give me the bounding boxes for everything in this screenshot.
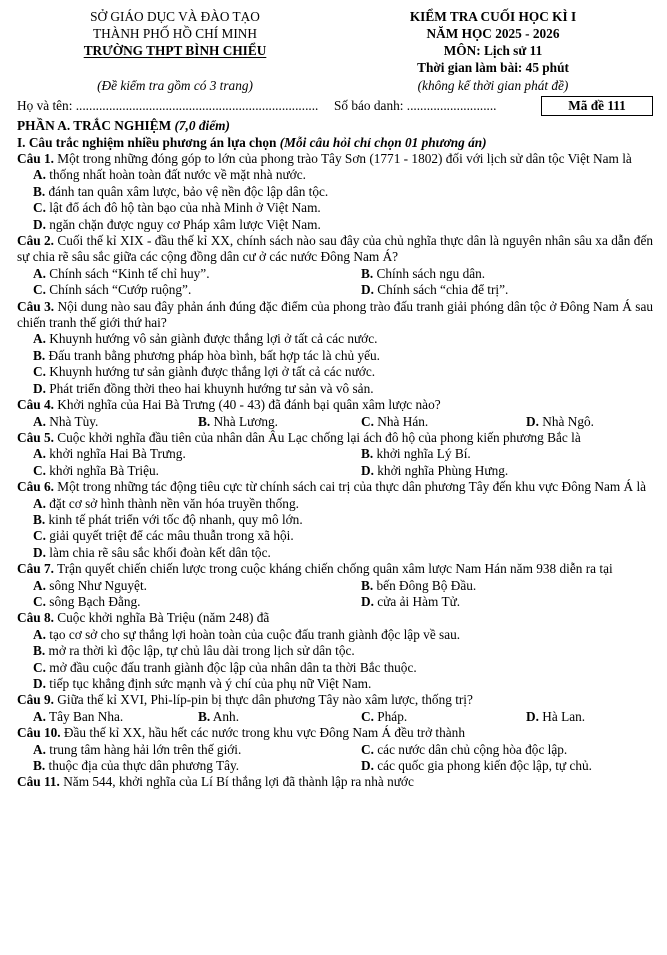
answer-option[interactable]	[361, 594, 460, 610]
option-text: thuộc địa của thực dân phương Tây.	[48, 758, 240, 774]
exam-header	[17, 8, 653, 76]
city-name: THÀNH PHỐ HỒ CHÍ MINH	[93, 26, 257, 41]
question-7	[17, 561, 653, 577]
option-text: Đấu tranh bằng phương pháp hòa bình, bất hợp tác là chủ yếu.	[48, 347, 380, 363]
answer-option[interactable]	[361, 578, 476, 594]
answer-option[interactable]	[17, 167, 653, 183]
part-a-points: (7,0 điểm)	[174, 118, 230, 133]
question-3	[17, 299, 653, 332]
question-text: Đầu thế kỉ XX, hầu hết các nước trong khu vực Đông Nam Á đều trở thành	[63, 725, 465, 741]
option-letter: C.	[361, 741, 374, 757]
answer-option[interactable]	[361, 709, 526, 725]
answer-option[interactable]	[33, 709, 198, 725]
option-letter: C.	[33, 659, 46, 675]
question-10	[17, 725, 653, 741]
option-letter: A.	[33, 331, 46, 347]
answer-option[interactable]	[17, 496, 653, 512]
option-text: Pháp.	[377, 708, 408, 724]
answer-option[interactable]	[361, 266, 485, 282]
option-text: Nhà Tùy.	[49, 413, 99, 429]
question-number: Câu 7.	[17, 561, 54, 577]
option-letter: A.	[33, 495, 46, 511]
option-text: cửa ải Hàm Tử.	[377, 593, 461, 609]
answer-option[interactable]	[361, 742, 567, 758]
question-number: Câu 9.	[17, 692, 54, 708]
header-right	[333, 8, 653, 76]
option-text: khởi nghĩa Lý Bí.	[376, 446, 471, 462]
question-text: Cuộc khởi nghĩa đầu tiên của nhân dân Âu Lạc chống lại ách đô hộ của phong kiến phương Bắc là	[57, 429, 581, 445]
answer-option[interactable]	[361, 758, 592, 774]
option-letter: A.	[33, 741, 46, 757]
question-4	[17, 397, 653, 413]
option-row	[17, 594, 653, 610]
answer-option[interactable]	[17, 512, 653, 528]
answer-option[interactable]	[17, 381, 653, 397]
answer-option[interactable]	[198, 709, 361, 725]
question-text: Nội dung nào sau đây phản ánh đúng đặc điểm của phong trào đấu tranh giải phóng dân tộc ở Đông Nam Á sau chiến tranh thế giới thứ hai?	[17, 298, 654, 331]
option-letter: C.	[361, 413, 374, 429]
option-text: Nhà Lương.	[213, 413, 278, 429]
exam-page	[17, 8, 653, 791]
student-id-field: Số báo danh: ...........................	[334, 98, 497, 113]
option-letter: A.	[33, 708, 46, 724]
option-row	[17, 709, 653, 725]
option-text: trung tâm hàng hải lớn trên thế giới.	[49, 741, 242, 757]
option-text: thống nhất hoàn toàn đất nước về mặt nhà nước.	[49, 167, 306, 183]
option-letter: A.	[33, 626, 46, 642]
question-11	[17, 774, 653, 790]
student-info-row	[17, 96, 653, 117]
answer-option[interactable]	[17, 184, 653, 200]
option-letter: C.	[33, 593, 46, 609]
answer-option[interactable]	[33, 463, 361, 479]
option-text: tiếp tục khẳng định sức mạnh và ý chí của phụ nữ Việt Nam.	[49, 676, 372, 691]
option-text: đánh tan quân xâm lược, bảo vệ nền độc lập dân tộc.	[48, 183, 329, 199]
question-text: Khởi nghĩa của Hai Bà Trưng (40 - 43) đã đánh bại quân xâm lược nào?	[57, 397, 441, 413]
option-text: khởi nghĩa Hai Bà Trưng.	[49, 446, 186, 462]
option-letter: D.	[526, 413, 539, 429]
question-1	[17, 151, 653, 167]
answer-option[interactable]	[17, 217, 653, 233]
answer-option[interactable]	[361, 414, 526, 430]
answer-option[interactable]	[17, 200, 653, 216]
answer-option[interactable]	[17, 331, 653, 347]
option-row	[17, 758, 653, 774]
answer-option[interactable]	[361, 446, 471, 462]
option-text: Chính sách “Cướp ruộng”.	[49, 282, 192, 298]
option-row	[17, 414, 653, 430]
question-text: Một trong những đóng góp to lớn của phong trào Tây Sơn (1771 - 1802) đối với lịch sử dân tộc Việt Nam là	[57, 151, 632, 166]
option-letter: D.	[33, 544, 46, 560]
option-text: tạo cơ sở cho sự thắng lợi hoàn toàn của cuộc đấu tranh giành độc lập về sau.	[49, 626, 461, 642]
option-text: kinh tế phát triển với tốc độ nhanh, quy mô lớn.	[48, 511, 303, 527]
option-text: các nước dân chủ cộng hòa độc lập.	[377, 741, 568, 757]
option-text: sông Bạch Đằng.	[49, 593, 141, 609]
option-letter: C.	[33, 462, 46, 478]
answer-option[interactable]	[17, 643, 653, 659]
option-letter: B.	[33, 183, 46, 199]
answer-option[interactable]	[17, 348, 653, 364]
answer-option[interactable]	[33, 446, 361, 462]
option-letter: C.	[33, 200, 46, 216]
question-8	[17, 610, 653, 626]
question-text: Cuộc khởi nghĩa Bà Triệu (năm 248) đã	[57, 610, 270, 626]
option-letter: C.	[361, 708, 374, 724]
answer-option[interactable]	[198, 414, 361, 430]
option-text: Chính sách “Kinh tế chỉ huy”.	[49, 265, 210, 281]
question-number: Câu 1.	[17, 151, 54, 166]
option-text: Nhà Hán.	[377, 413, 429, 429]
option-letter: D.	[361, 758, 374, 774]
answer-option[interactable]	[526, 414, 594, 430]
option-letter: A.	[33, 577, 46, 593]
option-letter: D.	[361, 593, 374, 609]
option-text: làm chia rẽ sâu sắc khối đoàn kết dân tộc.	[49, 544, 271, 560]
option-text: bến Đông Bộ Đầu.	[376, 577, 477, 593]
option-letter: D.	[361, 462, 374, 478]
option-text: mở ra thời kì độc lập, tự chủ lâu dài trong lịch sử dân tộc.	[48, 643, 355, 659]
answer-option[interactable]	[17, 545, 653, 561]
option-text: Hà Lan.	[542, 708, 586, 724]
option-letter: B.	[33, 758, 46, 774]
question-number: Câu 5.	[17, 429, 54, 445]
answer-option[interactable]	[17, 676, 653, 692]
exam-title: KIỂM TRA CUỐI HỌC KÌ I	[409, 9, 577, 24]
option-letter: C.	[33, 282, 46, 298]
option-letter: B.	[361, 446, 374, 462]
option-letter: B.	[33, 511, 46, 527]
option-text: lật đổ ách đô hộ tàn bạo của nhà Minh ở Việt Nam.	[49, 200, 321, 216]
option-letter: A.	[33, 413, 46, 429]
answer-option[interactable]	[33, 594, 361, 610]
subject: MÔN: Lịch sử 11	[443, 43, 543, 58]
question-5	[17, 430, 653, 446]
option-text: Phát triển đồng thời theo hai khuynh hướng tư sản và vô sản.	[49, 380, 374, 396]
option-text: ngăn chặn được nguy cơ Pháp xâm lược Việt Nam.	[49, 216, 321, 232]
answer-option[interactable]	[33, 578, 361, 594]
option-letter: D.	[361, 282, 374, 298]
answer-option[interactable]	[33, 758, 361, 774]
option-letter: B.	[198, 708, 211, 724]
option-text: mở đầu cuộc đấu tranh giành độc lập của nhân dân ta thời Bắc thuộc.	[49, 659, 417, 675]
option-text: đặt cơ sở hình thành nền văn hóa truyền thống.	[49, 495, 299, 511]
section-1-note: (Mỗi câu hỏi chỉ chọn 01 phương án)	[279, 135, 487, 150]
option-text: khởi nghĩa Bà Triệu.	[49, 462, 159, 478]
part-a-label: PHẦN A. TRẮC NGHIỆM	[17, 118, 172, 133]
exam-code-box: Mã đề 111	[541, 96, 653, 116]
question-number: Câu 2.	[17, 233, 54, 249]
answer-option[interactable]	[361, 463, 508, 479]
answer-option[interactable]	[17, 627, 653, 643]
question-number: Câu 8.	[17, 610, 54, 626]
option-row	[17, 446, 653, 462]
header-left	[17, 8, 333, 76]
question-text: Giữa thế kỉ XVI, Phi-líp-pin bị thực dân phương Tây nào xâm lược, thống trị?	[57, 692, 473, 708]
question-6	[17, 479, 653, 495]
option-row	[17, 463, 653, 479]
header-notes	[17, 77, 653, 94]
option-letter: D.	[33, 380, 46, 396]
section-1-label: I. Câu trắc nghiệm nhiều phương án lựa chọn	[17, 135, 277, 150]
option-row	[17, 282, 653, 298]
option-row	[17, 578, 653, 594]
department-name: SỞ GIÁO DỤC VÀ ĐÀO TẠO	[90, 9, 260, 24]
school-name: TRƯỜNG THPT BÌNH CHIỂU	[83, 43, 267, 58]
time-note: (không kể thời gian phát đề)	[417, 78, 569, 93]
option-letter: D.	[33, 216, 46, 232]
option-text: Anh.	[212, 708, 240, 724]
duration: Thời gian làm bài: 45 phút	[417, 60, 569, 75]
option-text: khởi nghĩa Phùng Hưng.	[377, 462, 509, 478]
answer-option[interactable]	[17, 528, 653, 544]
option-letter: C.	[33, 528, 46, 544]
question-2	[17, 233, 653, 266]
answer-option[interactable]	[361, 282, 508, 298]
option-text: Chính sách ngu dân.	[376, 265, 486, 281]
question-9	[17, 692, 653, 708]
option-text: các quốc gia phong kiến độc lập, tự chủ.	[377, 758, 592, 774]
option-text: Khuynh hướng tư sản giành được thắng lợi ở tất cả các nước.	[49, 364, 376, 380]
option-letter: B.	[33, 347, 46, 363]
option-letter: D.	[33, 676, 46, 691]
answer-option[interactable]	[526, 709, 585, 725]
option-text: Nhà Ngô.	[542, 413, 594, 429]
option-text: Khuynh hướng vô sản giành được thắng lợi ở tất cả các nước.	[49, 331, 378, 347]
question-text: Một trong những tác động tiêu cực từ chính sách cai trị của thực dân phương Tây đến khu vực Đông Nam Á là	[57, 479, 647, 495]
answer-option[interactable]	[33, 266, 361, 282]
student-name-field: Họ và tên: .........................................................................	[17, 98, 319, 113]
option-letter: D.	[526, 708, 539, 724]
option-row	[17, 266, 653, 282]
page-count-note: (Đề kiểm tra gồm có 3 trang)	[97, 78, 253, 93]
option-letter: A.	[33, 265, 46, 281]
section-1-title	[17, 134, 653, 151]
option-letter: A.	[33, 446, 46, 462]
answer-option[interactable]	[33, 742, 361, 758]
option-letter: B.	[33, 643, 46, 659]
question-list	[17, 151, 653, 791]
school-year: NĂM HỌC 2025 - 2026	[426, 26, 560, 41]
option-text: giải quyết triệt để các mâu thuẫn trong xã hội.	[49, 528, 294, 544]
option-letter: B.	[361, 265, 374, 281]
option-row	[17, 742, 653, 758]
question-text: Trận quyết chiến chiến lược trong cuộc kháng chiến chống quân xâm lược Nam Hán năm 938 diễn ra tại	[57, 561, 613, 577]
option-letter: B.	[361, 577, 374, 593]
answer-option[interactable]	[33, 282, 361, 298]
option-letter: C.	[33, 364, 46, 380]
option-letter: A.	[33, 167, 46, 183]
option-text: Chính sách “chia để trị”.	[377, 282, 509, 298]
question-text: Năm 544, khởi nghĩa của Lí Bí thắng lợi đã thành lập ra nhà nước	[63, 774, 414, 790]
answer-option[interactable]	[33, 414, 198, 430]
question-number: Câu 10.	[17, 725, 61, 741]
answer-option[interactable]	[17, 660, 653, 676]
question-number: Câu 6.	[17, 479, 54, 495]
question-number: Câu 11.	[17, 774, 60, 790]
question-number: Câu 4.	[17, 397, 54, 413]
question-text: Cuối thế kỉ XIX - đầu thế kỉ XX, chính sách nào sau đây của chủ nghĩa thực dân là nguyên nhân sâu xa dẫn đến sự chia rẽ sâu sắc giữa các cộng đồng dân cư ở các nước Đông Nam Á?	[17, 233, 653, 265]
question-number: Câu 3.	[17, 298, 55, 314]
option-text: sông Như Nguyệt.	[49, 577, 147, 593]
option-letter: B.	[198, 413, 211, 429]
answer-option[interactable]	[17, 364, 653, 380]
part-a-title	[17, 117, 653, 134]
option-text: Tây Ban Nha.	[49, 708, 124, 724]
